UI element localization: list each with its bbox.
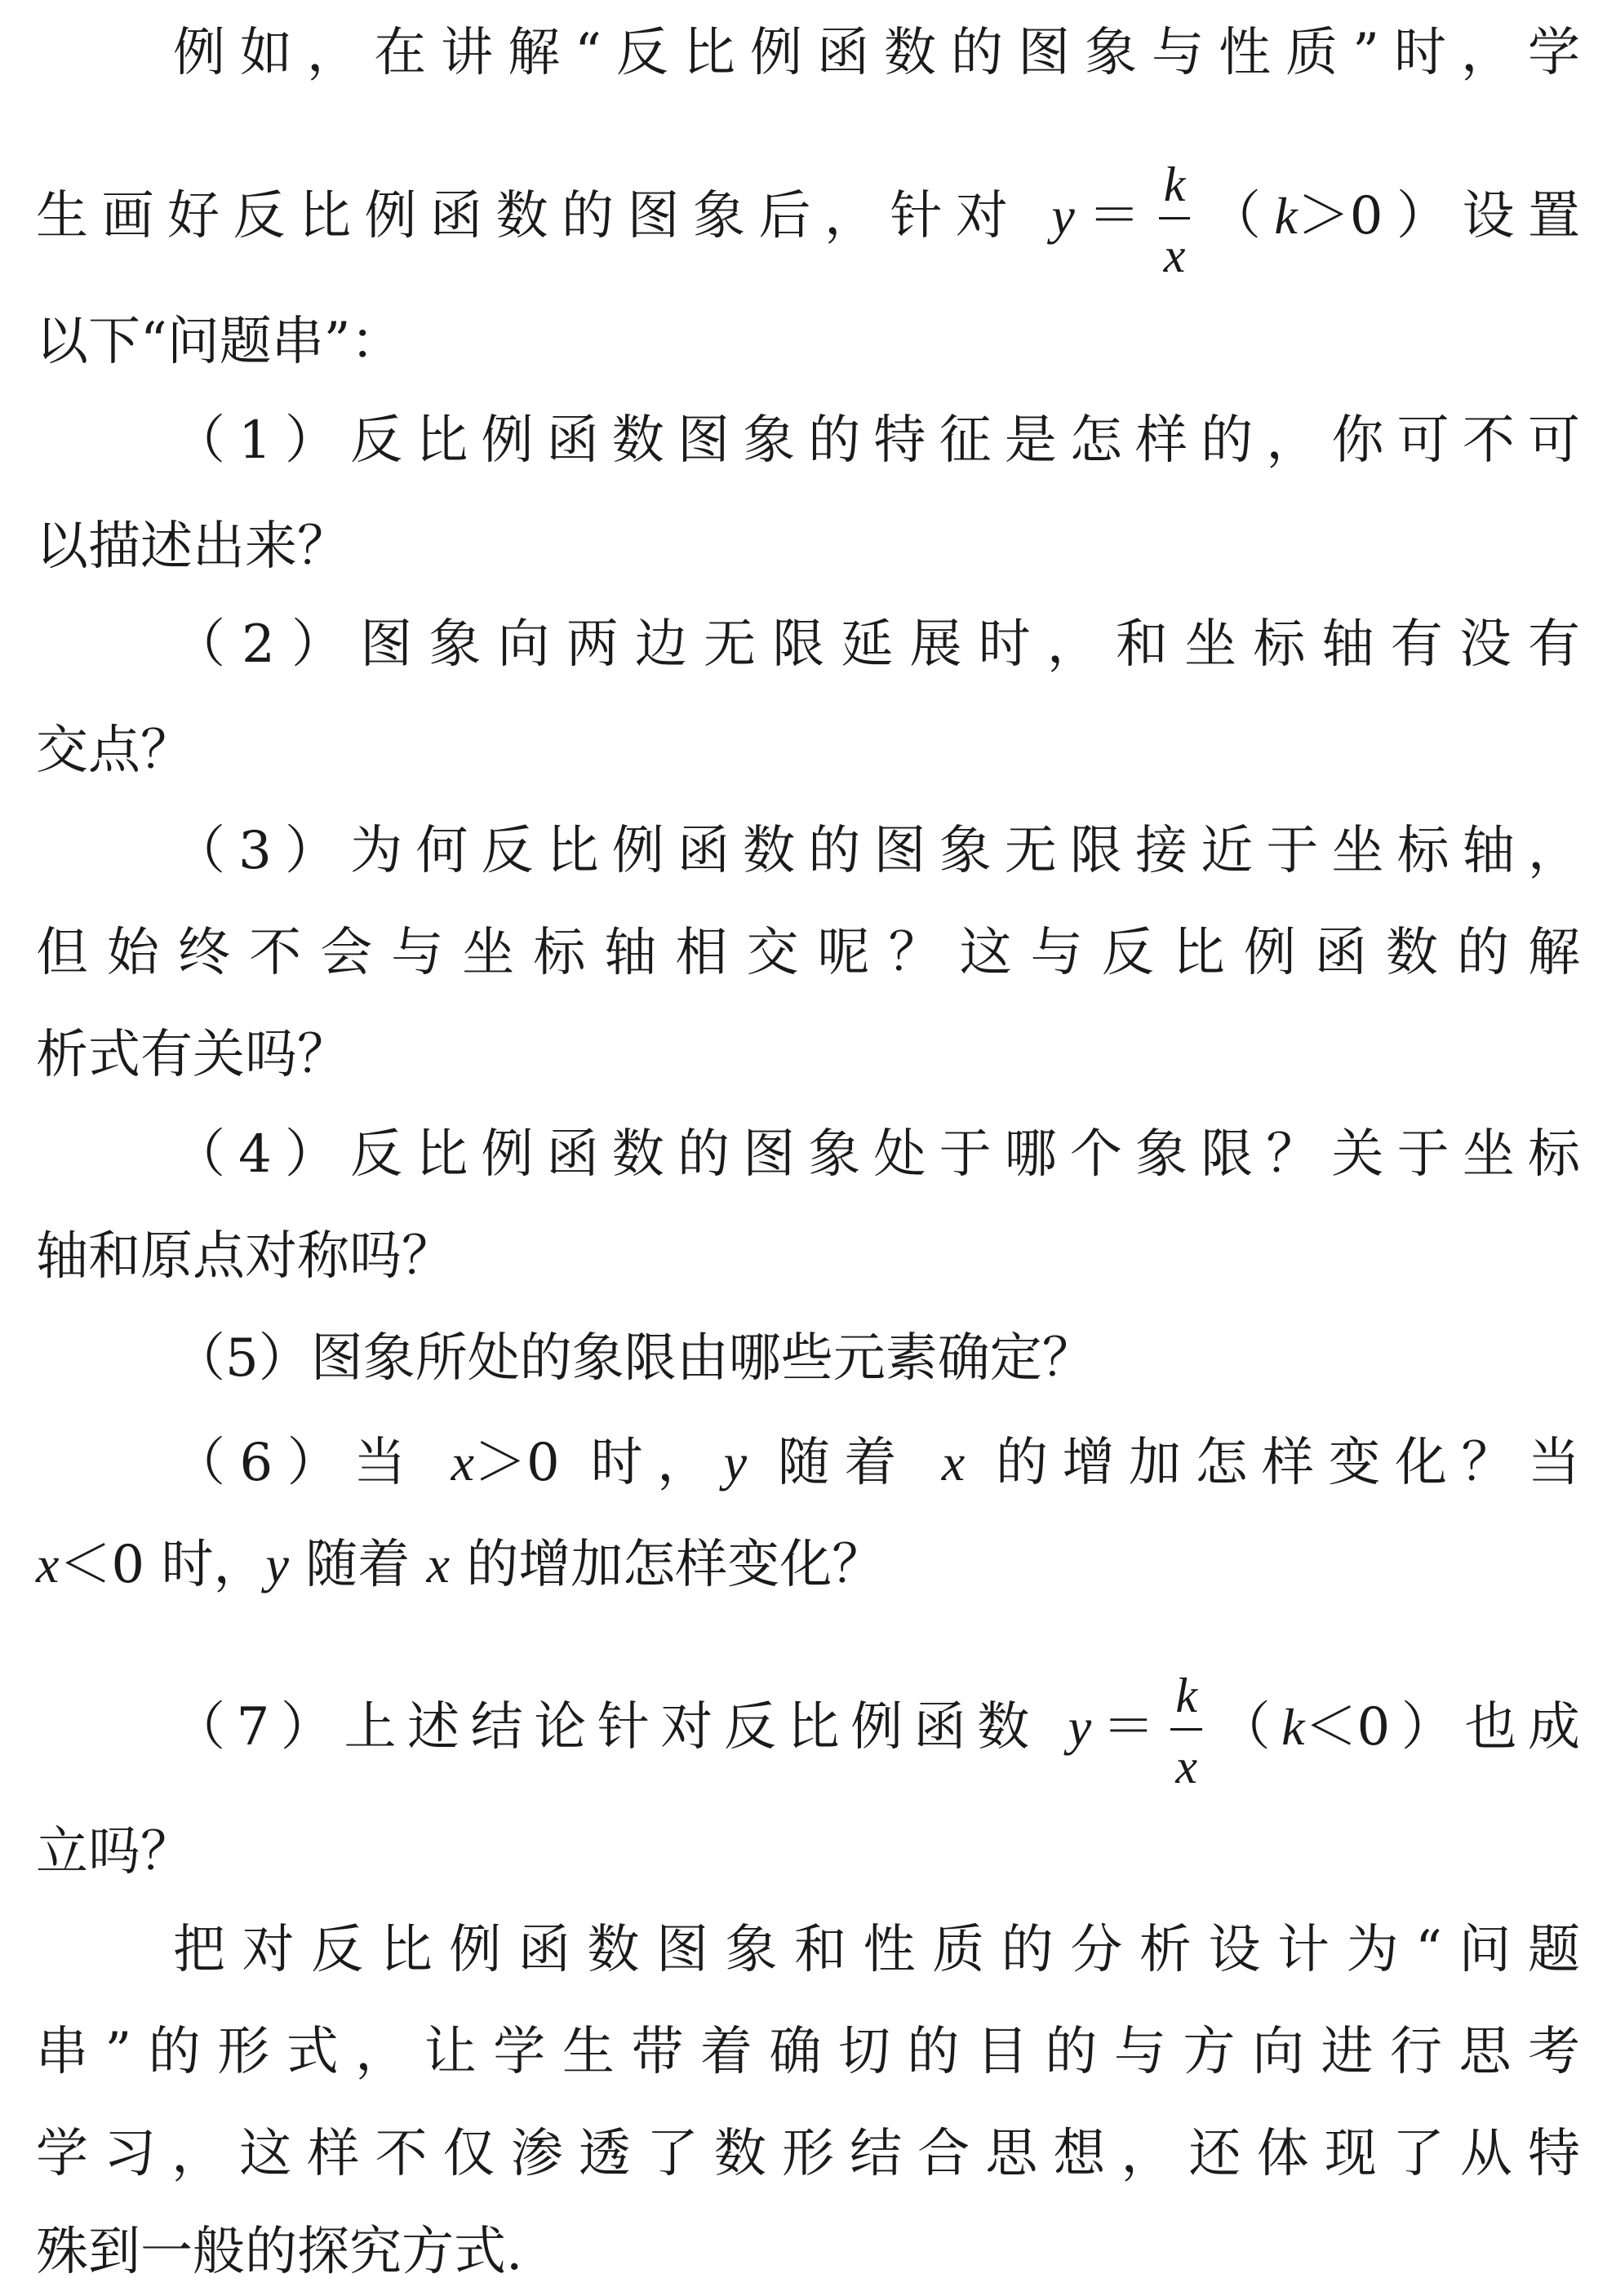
q5-line-1: （5）图象所处的象限由哪些元素确定？ bbox=[173, 1328, 1094, 1389]
q3-line-1: （3）为何反比例函数的图象无限接近于坐标轴， bbox=[173, 821, 1580, 881]
q6-text: ＜0 时， bbox=[59, 1535, 266, 1595]
q6-text: ＞0 时， bbox=[474, 1433, 724, 1493]
summary-line-4: 殊到一般的探究方式. bbox=[36, 2222, 523, 2282]
q1-line-2: 以描述出来？ bbox=[36, 516, 349, 577]
summary-line-1: 把对反比例函数图象和性质的分析设计为“问题 bbox=[173, 1920, 1580, 1980]
fraction-k-over-x bbox=[1170, 1671, 1202, 1791]
q7-text: ＜0）也成 bbox=[1304, 1697, 1581, 1757]
q6-text: 的增加怎样变化？当 bbox=[965, 1433, 1581, 1493]
intro-line-3: 以下“问题串”： bbox=[36, 312, 403, 372]
q3-line-3: 析式有关吗？ bbox=[36, 1025, 349, 1085]
q1-line-1: （1）反比例函数图象的特征是怎样的，你可不可 bbox=[173, 410, 1580, 471]
math-x: x bbox=[451, 1434, 474, 1492]
q2-line-2: 交点？ bbox=[36, 720, 193, 781]
math-k: k bbox=[1274, 187, 1298, 245]
q2-line-1: （2）图象向两边无限延展时，和坐标轴有没有 bbox=[173, 614, 1580, 675]
intro-text: 生画好反比例函数的图象后，针对 bbox=[36, 186, 1052, 246]
condition-text: ＞0）设置 bbox=[1297, 186, 1581, 246]
fraction-numerator: k bbox=[1163, 157, 1186, 211]
q7-text: （7）上述结论针对反比例函数 bbox=[173, 1697, 1068, 1757]
intro-line-1: 例如，在讲解“反比例函数的图象与性质”时，学 bbox=[173, 23, 1580, 83]
math-y: y bbox=[1051, 187, 1075, 245]
paren-open: （ bbox=[1206, 1697, 1282, 1757]
q6-line-1 bbox=[173, 1426, 1580, 1500]
q3-line-2: 但始终不会与坐标轴相交呢？这与反比例函数的解 bbox=[36, 923, 1580, 983]
fraction-denominator: x bbox=[1159, 217, 1191, 280]
math-k: k bbox=[1281, 1698, 1305, 1756]
q6-line-2 bbox=[36, 1528, 1580, 1602]
equals-sign: ＝ bbox=[1091, 1697, 1166, 1757]
q6-text: 随着 bbox=[288, 1535, 427, 1595]
math-x: x bbox=[941, 1434, 966, 1492]
q6-text: （6）当 bbox=[173, 1433, 451, 1493]
q4-line-1: （4）反比例函数的图象处于哪个象限？关于坐标 bbox=[173, 1124, 1580, 1185]
q6-text: 的增加怎样变化？ bbox=[449, 1535, 885, 1595]
q6-text: 随着 bbox=[747, 1433, 942, 1493]
intro-line-2 bbox=[36, 157, 1581, 282]
math-x: x bbox=[426, 1536, 450, 1593]
summary-line-3: 学习，这样不仅渗透了数形结合思想，还体现了从特 bbox=[36, 2124, 1580, 2184]
math-x: x bbox=[36, 1536, 60, 1593]
math-y: y bbox=[1068, 1698, 1092, 1756]
math-y: y bbox=[265, 1536, 289, 1593]
q4-line-2: 轴和原点对称吗？ bbox=[36, 1226, 454, 1287]
math-y: y bbox=[723, 1434, 747, 1492]
paren-open: （ bbox=[1195, 186, 1275, 246]
summary-line-2: 串”的形式，让学生带着确切的目的与方向进行思考 bbox=[36, 2022, 1580, 2082]
equals-sign: ＝ bbox=[1074, 186, 1154, 246]
q7-line-2: 立吗？ bbox=[36, 1822, 193, 1882]
fraction-denominator: x bbox=[1170, 1728, 1202, 1791]
q7-line-1 bbox=[173, 1669, 1581, 1793]
fraction-numerator: k bbox=[1175, 1669, 1197, 1722]
fraction-k-over-x bbox=[1159, 157, 1191, 282]
